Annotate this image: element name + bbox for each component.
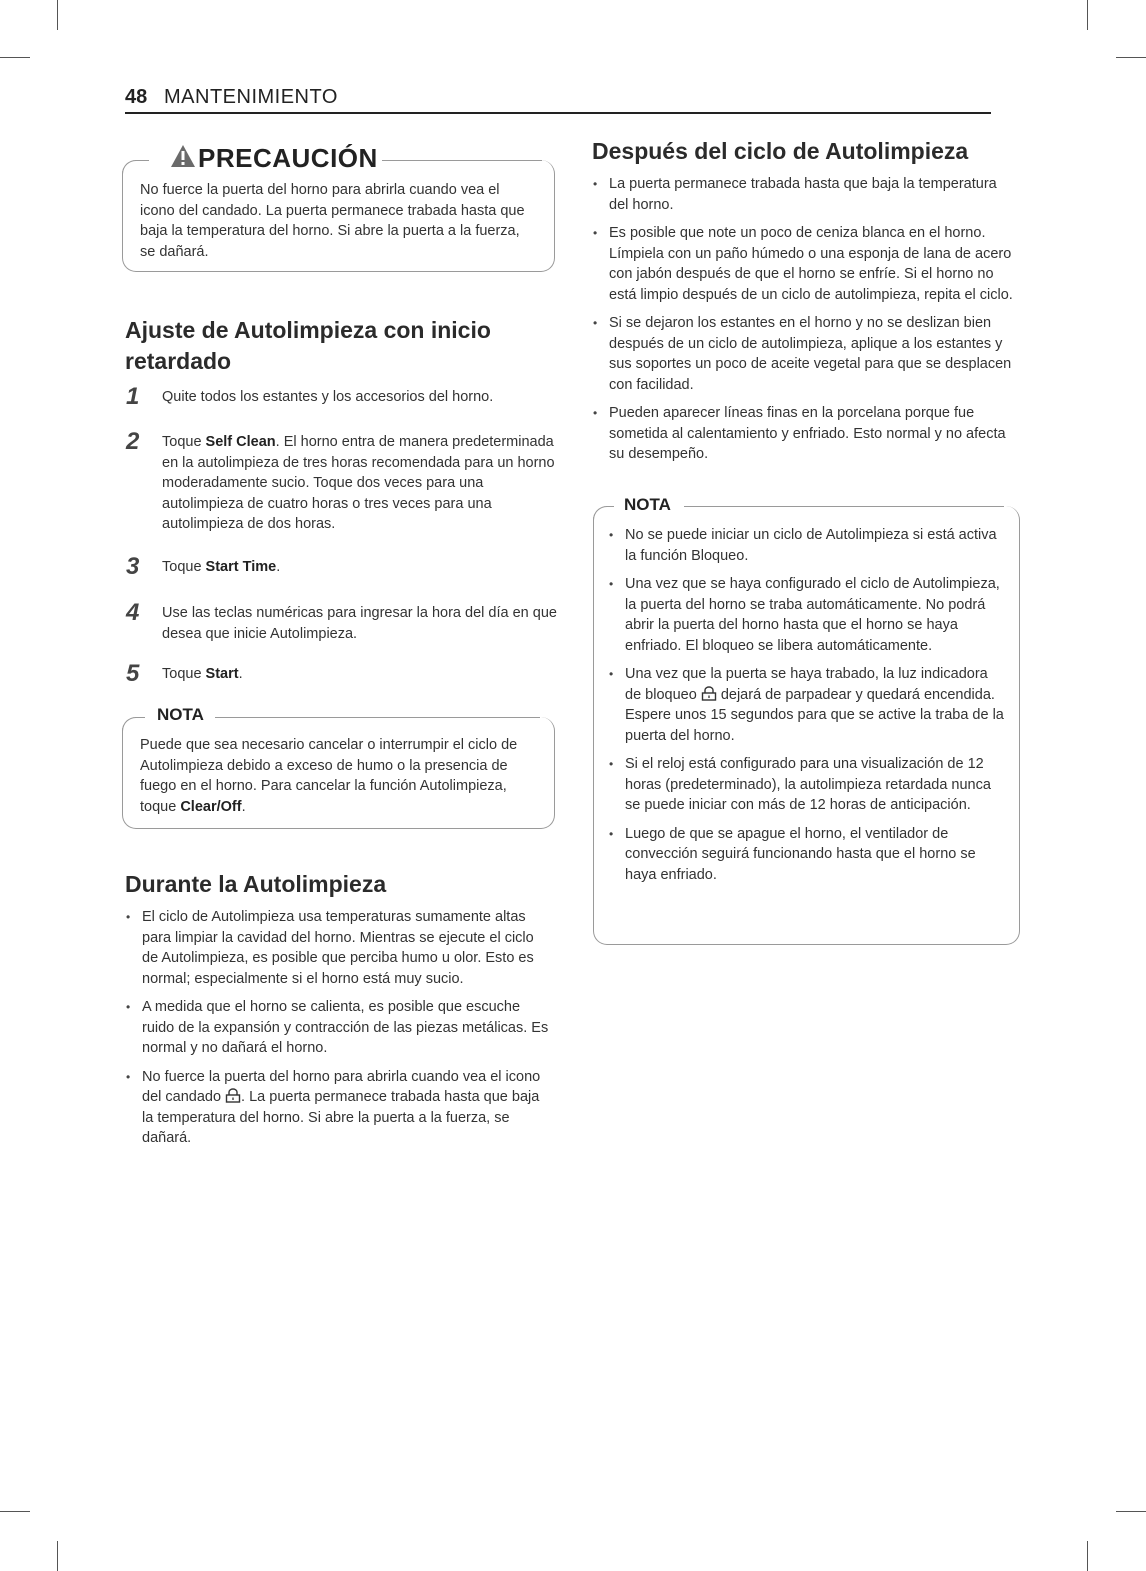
list-item: • A medida que el horno se calienta, es posible que escuche ruido de la expansión y contracción de las piezas metálicas. Es normal y no dañará el horno. bbox=[126, 997, 551, 1059]
header-rule bbox=[125, 112, 991, 114]
list-item: • Si se dejaron los estantes en el horno y no se deslizan bien después de un ciclo de autolimpieza, aplique a los estantes y sus soportes un poco de aceite vegetal para que se desplacen con facilidad. bbox=[593, 313, 1018, 395]
list-item: • No se puede iniciar un ciclo de Autolimpieza si está activa la función Bloqueo. bbox=[609, 525, 1004, 566]
list-item: • El ciclo de Autolimpieza usa temperaturas sumamente altas para limpiar la cavidad del horno. Mientras se ejecute el ciclo de Autolimpieza, es posible que perciba humo u olor. Esto es normal; especialmente si el horno está muy sucio. bbox=[126, 907, 551, 989]
page-number: 48 bbox=[125, 86, 148, 108]
during-heading: Durante la Autolimpieza bbox=[125, 871, 387, 897]
lock-icon bbox=[701, 686, 717, 701]
crop-mark bbox=[1116, 1511, 1146, 1512]
list-item: • Si el reloj está configurado para una visualización de 12 horas (predeterminado), la autolimpieza retardada nunca se puede iniciar con más de 12 horas de anticipación. bbox=[609, 754, 1004, 816]
after-heading: Después del ciclo de Autolimpieza bbox=[592, 138, 969, 164]
note-text: Puede que sea necesario cancelar o interrumpir el ciclo de Autolimpieza debido a exceso de humo o la presencia de fuego en el horno. Para cancelar la función Autolimpieza, toque Clear/Off. bbox=[140, 737, 518, 815]
list-item: • La puerta permanece trabada hasta que baja la temperatura del horno. bbox=[593, 174, 1018, 215]
list-item: • Una vez que se haya configurado el ciclo de Autolimpieza, la puerta del horno se traba automáticamente. No podrá abrir la puerta del horno hasta que el horno se haya enfriado. El bloqueo se libera automáticamente. bbox=[609, 574, 1004, 656]
section-title: MANTENIMIENTO bbox=[164, 86, 338, 108]
list-item: • Es posible que note un poco de ceniza blanca en el horno. Límpiela con un paño húmedo o una esponja de lana de acero con jabón después de que el horno se enfríe. Si el horno no está limpio después de un ciclo de autolimpieza, repita el ciclo. bbox=[593, 223, 1018, 305]
crop-mark bbox=[0, 1511, 30, 1512]
crop-mark bbox=[1087, 0, 1088, 30]
caution-text: No fuerce la puerta del horno para abrirla cuando vea el icono del candado. La puerta permanece trabada hasta que baja la temperatura del horno. Si abre la puerta a la fuerza, se dañará. bbox=[140, 182, 525, 260]
list-item: • Una vez que la puerta se haya trabado, la luz indicadora de bloqueo dejará de parpadear y quedará encendida. Espere unos 15 segundos para que se active la traba de la puerta del horno. bbox=[609, 664, 1004, 746]
crop-mark bbox=[0, 57, 30, 58]
note-title: NOTA bbox=[624, 495, 671, 514]
list-item: • Pueden aparecer líneas finas en la porcelana porque fue sometida al calentamiento y enfriado. Esto normal y no afecta su desempeño. bbox=[593, 403, 1018, 465]
note-list bbox=[609, 525, 1004, 893]
after-list bbox=[593, 174, 1018, 473]
during-list bbox=[126, 907, 551, 1157]
crop-mark bbox=[57, 1541, 58, 1571]
warning-icon bbox=[170, 144, 196, 168]
list-item: • Luego de que se apague el horno, el ventilador de convección seguirá funcionando hasta que el horno se haya enfriado. bbox=[609, 824, 1004, 886]
crop-mark bbox=[1116, 57, 1146, 58]
crop-mark bbox=[57, 0, 58, 30]
lock-icon bbox=[225, 1088, 241, 1103]
delayed-heading: Ajuste de Autolimpieza con inicio retardado bbox=[125, 317, 491, 374]
crop-mark bbox=[1087, 1541, 1088, 1571]
list-item: • No fuerce la puerta del horno para abrirla cuando vea el icono del candado . La puerta permanece trabada hasta que baja la temperatura del horno. Si abre la puerta a la fuerza, se dañará. bbox=[126, 1067, 551, 1149]
caution-title: PRECAUCIÓN bbox=[198, 143, 378, 173]
note-title: NOTA bbox=[157, 705, 204, 724]
page-header bbox=[125, 86, 991, 116]
